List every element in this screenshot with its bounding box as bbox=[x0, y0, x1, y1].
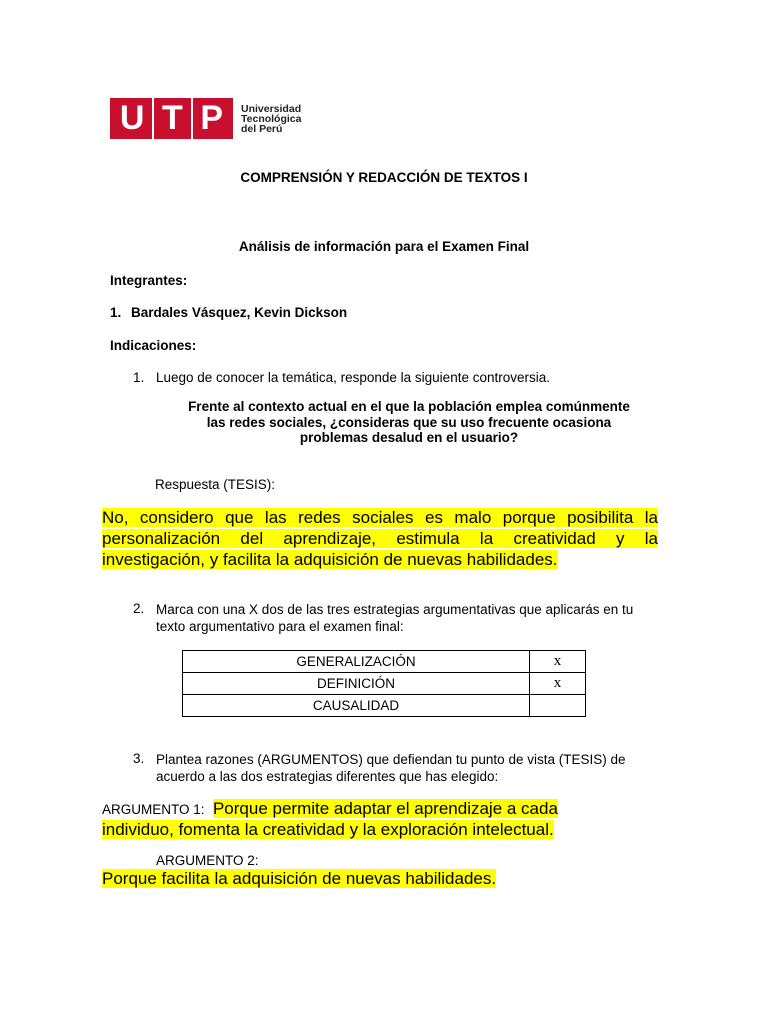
question-line: problemas desalud en el usuario? bbox=[299, 430, 519, 445]
thesis-line: investigación, y facilita la adquisición de nuevas habilidades. bbox=[102, 550, 558, 569]
question-line: Frente al contexto actual en el que la población emplea comúnmente bbox=[188, 399, 630, 414]
logo-letter-p: P bbox=[200, 99, 224, 137]
instruction-1-number: 1. bbox=[133, 370, 145, 385]
table-row bbox=[183, 695, 586, 717]
logo-separator bbox=[152, 98, 154, 139]
instruction-3-line: Plantea razones (ARGUMENTOS) que defiendan tu punto de vista (TESIS) de bbox=[156, 752, 626, 767]
argument-2 bbox=[102, 869, 496, 890]
table-row bbox=[183, 651, 586, 673]
instruction-2-line: Marca con una X dos de las tres estrategias argumentativas que aplicarás en tu bbox=[156, 602, 634, 617]
argument-1 bbox=[102, 799, 662, 841]
thesis-answer bbox=[102, 508, 658, 571]
member-name: Bardales Vásquez, Kevin Dickson bbox=[131, 305, 348, 320]
instruction-1-text: Luego de conocer la temática, responde la siguiente controversia. bbox=[156, 370, 550, 385]
logo-letter-t: T bbox=[162, 99, 183, 137]
logo-line-3: del Perú bbox=[241, 122, 283, 135]
document-subtitle: Análisis de información para el Examen Final bbox=[238, 239, 530, 254]
instruction-3-text bbox=[156, 751, 626, 785]
member-item bbox=[110, 305, 347, 320]
instruction-3-number: 3. bbox=[133, 751, 145, 766]
strategy-name: CAUSALIDAD bbox=[183, 695, 530, 717]
instruction-2-number: 2. bbox=[133, 601, 145, 616]
controversy-question bbox=[25, 399, 768, 446]
logo-separator bbox=[191, 98, 193, 139]
question-line: las redes sociales, ¿consideras que su uso frecuente ocasiona bbox=[206, 414, 612, 430]
member-number: 1. bbox=[110, 305, 122, 320]
instruction-2-line: texto argumentativo para el examen final: bbox=[156, 619, 404, 634]
thesis-line: No, considero que las redes sociales es malo porque posibilita la bbox=[102, 508, 658, 527]
instruction-2-text bbox=[156, 601, 633, 635]
strategy-mark[interactable]: x bbox=[530, 673, 586, 695]
instructions-label: Indicaciones: bbox=[110, 338, 197, 353]
strategy-name: DEFINICIÓN bbox=[183, 673, 530, 695]
table-row bbox=[183, 673, 586, 695]
strategies-table bbox=[182, 650, 586, 717]
logo-line-1: Universidad bbox=[241, 102, 302, 115]
logo-line-2: Tecnológica bbox=[241, 112, 302, 125]
thesis-label: Respuesta (TESIS): bbox=[155, 477, 276, 492]
members-label: Integrantes: bbox=[110, 273, 188, 288]
argument-1-text: Porque permite adaptar el aprendizaje a cada bbox=[212, 799, 558, 818]
logo-wordmark bbox=[241, 104, 301, 134]
course-title: COMPRENSIÓN Y REDACCIÓN DE TEXTOS I bbox=[240, 170, 528, 185]
argument-2-text: Porque facilita la adquisición de nuevas habilidades. bbox=[102, 869, 497, 888]
argument-2-label: ARGUMENTO 2: bbox=[156, 853, 259, 868]
instruction-3-line: acuerdo a las dos estrategias diferentes que has elegido: bbox=[156, 769, 499, 784]
utp-logo bbox=[110, 98, 301, 139]
argument-1-label: ARGUMENTO 1: bbox=[102, 802, 205, 817]
utp-logo-mark bbox=[110, 98, 233, 139]
strategy-mark[interactable] bbox=[530, 695, 586, 717]
thesis-line: personalización del aprendizaje, estimula la creatividad y la bbox=[102, 529, 658, 548]
strategy-mark[interactable]: x bbox=[530, 651, 586, 673]
strategy-name: GENERALIZACIÓN bbox=[183, 651, 530, 673]
argument-1-text: individuo, fomenta la creatividad y la exploración intelectual. bbox=[102, 820, 554, 839]
logo-letter-u: U bbox=[119, 99, 145, 137]
